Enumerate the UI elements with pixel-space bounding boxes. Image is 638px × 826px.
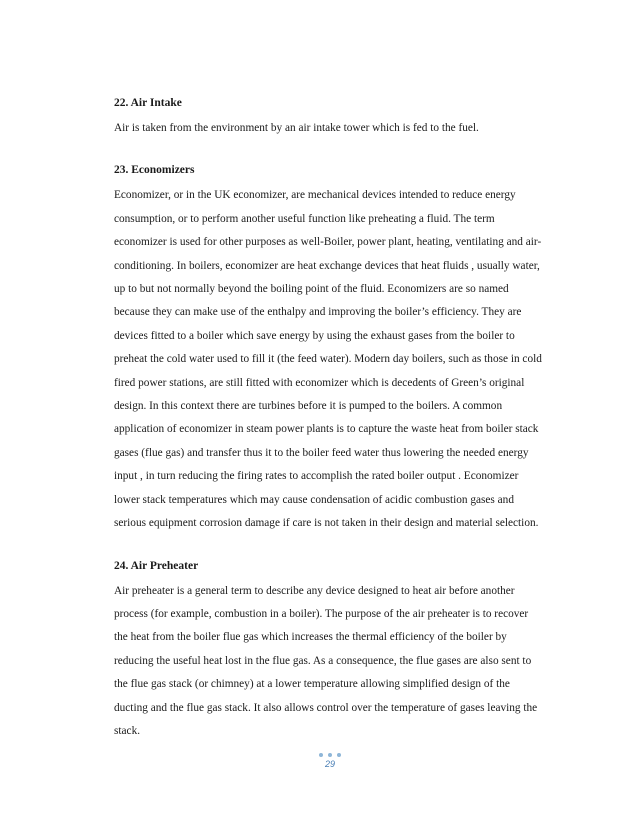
dot-icon <box>319 753 323 757</box>
section-body: Air is taken from the environment by an air intake tower which is fed to the fuel. <box>114 122 479 134</box>
section-economizers <box>114 162 544 535</box>
section-air-preheater <box>114 558 544 744</box>
section-heading: 22. Air Intake <box>114 97 182 109</box>
section-body: Air preheater is a general term to describe any device designed to heat air before another process (for example, combustion in a boiler). The purpose of the air preheater is to recover the heat from the boiler flue gas which increases the thermal efficiency of the boiler by reducing the useful heat lost in the flue gas. As a consequence, the flue gases are also sent to the flue gas stack (or chimney) at a lower temperature allowing simplified design of the ducting and the flue gas stack. It also allows control over the temperature of gases leaving the stack. <box>114 584 538 737</box>
page-number: 29 <box>324 759 335 769</box>
dot-icon <box>328 753 332 757</box>
section-heading: 24. Air Preheater <box>114 559 199 572</box>
dot-icon <box>337 753 341 757</box>
section-body: Economizer, or in the UK economizer, are mechanical devices intended to reduce energy consumption, or to perform another useful function like preheating a fluid. The term economizer is used for other purposes as well-Boiler, power plant, heating, ventilating and air-conditioning. In boilers, economizer are heat exchange devices that heat fluids , usually water, up to but not normally beyond the boiling point of the fluid. Economizers are so named because they can make use of the enthalpy and improving the boiler’s efficiency. They are devices fitted to a boiler which save energy by using the exhaust gases from the boiler to preheat the cold water used to fill it (the feed water). Modern day boilers, such as those in cold fired power stations, are still fitted with economizer which is decedents of Green’s original design. In this context there are turbines before it is pumped to the boilers. A common application of economizer in steam power plants is to capture the waste heat from boiler stack gases (flue gas) and transfer thus it to the boiler feed water thus lowering the needed energy input , in turn reducing the firing rates to accomplish the rated boiler output . Economizer lower stack temperatures which may cause condensation of acidic combustion gases and serious equipment corrosion damage if care is not taken in their design and material selection. <box>114 189 542 530</box>
section-heading: 23. Economizers <box>114 164 195 177</box>
section-air-intake <box>114 95 544 140</box>
page-content <box>114 95 544 765</box>
page-footer <box>0 752 638 770</box>
